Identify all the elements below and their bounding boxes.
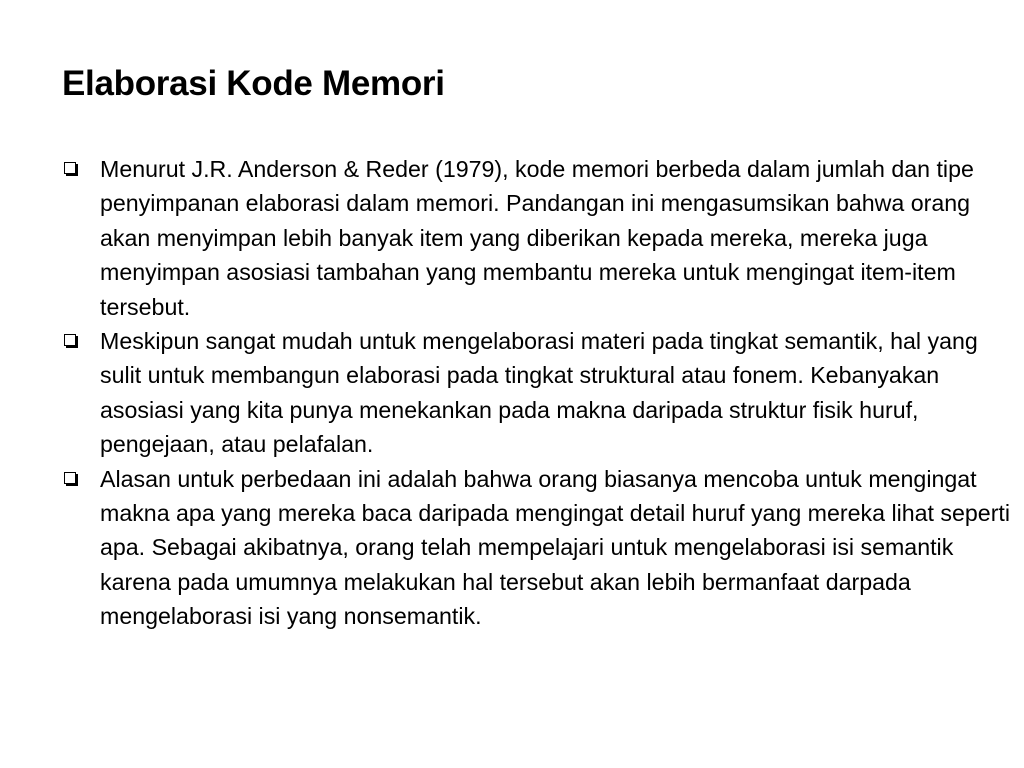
bullet-item — [62, 152, 1012, 324]
checkbox-square-icon — [64, 334, 76, 346]
bullet-item — [62, 462, 1012, 634]
bullet-text: Menurut J.R. Anderson & Reder (1979), kode memori berbeda dalam jumlah dan tipe penyimpanan elaborasi dalam memori. Pandangan ini mengasumsikan bahwa orang akan menyimpan lebih banyak item yang diberikan kepada mereka, mereka juga menyimpan asosiasi tambahan yang membantu mereka untuk mengingat item-item tersebut. — [100, 156, 974, 320]
bullet-item — [62, 324, 1012, 462]
slide-title: Elaborasi Kode Memori — [62, 64, 445, 103]
checkbox-square-icon — [64, 472, 76, 484]
checkbox-square-icon — [64, 162, 76, 174]
bullet-text: Alasan untuk perbedaan ini adalah bahwa orang biasanya mencoba untuk mengingat makna apa yang mereka baca daripada mengingat detail huruf yang mereka lihat seperti apa. Sebagai akibatnya, orang telah mempelajari untuk mengelaborasi isi semantik karena pada umumnya melakukan hal tersebut akan lebih bermanfaat darpada mengelaborasi isi yang nonsemantik. — [100, 465, 1011, 630]
bullet-text: Meskipun sangat mudah untuk mengelaborasi materi pada tingkat semantik, hal yang sulit untuk membangun elaborasi pada tingkat struktural atau fonem. Kebanyakan asosiasi yang kita punya menekankan pada makna daripada struktur fisik huruf, pengejaan, atau pelafalan. — [100, 328, 978, 458]
bullet-list — [62, 152, 1012, 634]
